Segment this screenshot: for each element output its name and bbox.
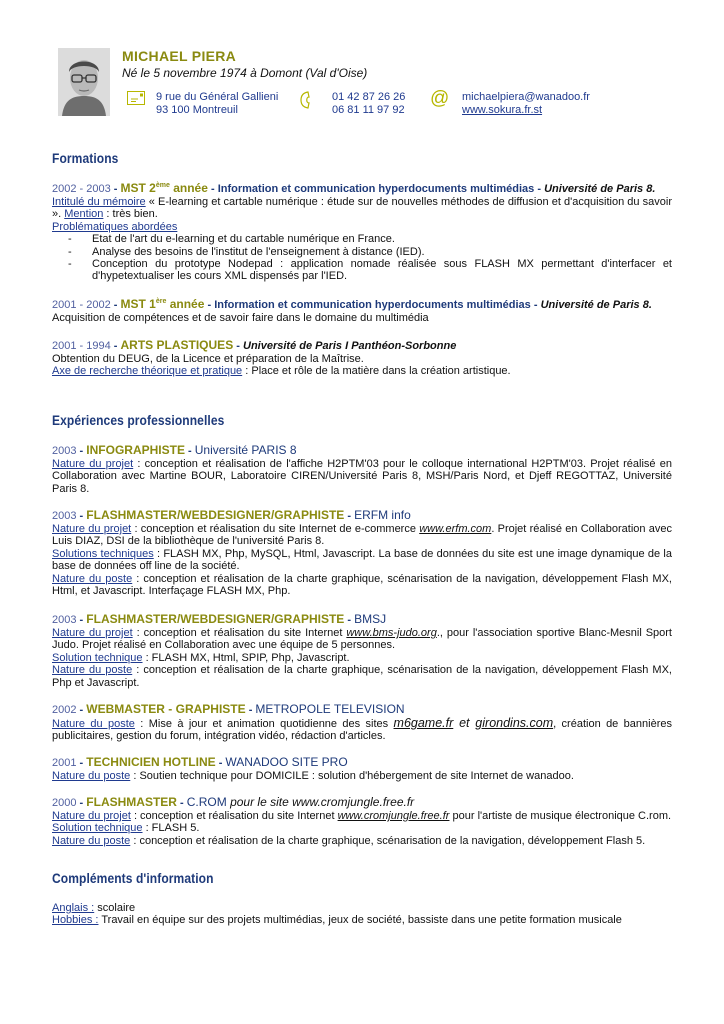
experience-org: ERFM info (354, 508, 411, 522)
nature-poste: Nature du poste : Mise à jour et animation quotidienne des sites m6game.fr et girondins.com, création de bannières publicitaires, gestion du forum, intégration vidéo, rédaction d'articles. (52, 716, 672, 743)
formation-desc: Acquisition de compétences et de savoir faire dans le domaine du multimédia (52, 312, 429, 324)
formation-title: MST 1ère année (120, 297, 205, 311)
experience-title: INFOGRAPHISTE (86, 443, 185, 457)
problematiques-label[interactable]: Problématiques abordées (52, 220, 178, 233)
phone-1: 01 42 87 26 26 (332, 91, 406, 103)
mention-label[interactable]: Mention (64, 208, 104, 221)
complements (52, 902, 672, 927)
list-item: - Conception du prototype Nodepad : application nomade réalisée sous FLASH MX permettant d'interfacer et d'hypetextualiser les cours XML dispensés par l'IED. (52, 258, 672, 283)
experience-org-extra: pour le site www.cromjungle.free.fr (226, 795, 415, 809)
formation-mst1: 2001 - 2002 - MST 1ère année - Information et communication hyperdocuments multimédias - Université de Paris 8. Acquisition de compétences et de savoir faire dans le domaine du multimédia (52, 297, 672, 324)
phone-2: 06 81 11 97 92 (332, 103, 405, 116)
experience-org: Université PARIS 8 (194, 443, 297, 457)
address-icon (127, 91, 145, 108)
solutions-techniques: Solutions techniques : FLASH MX, Php, MySQL, Html, Javascript. La base de données du site est une image dynamique de la base de données off line de la société. (52, 547, 672, 573)
online-contacts (462, 91, 590, 116)
nature-poste: Nature du poste : Soutien technique pour DOMICILE : solution d'hébergement de site Internet de wanadoo. (52, 770, 574, 782)
formation-school: Université de Paris 8. (540, 299, 652, 311)
site-link[interactable]: girondins.com (475, 716, 554, 730)
axe-recherche: Axe de recherche théorique et pratique : Place et rôle de la matière dans la création artistique. (52, 365, 511, 378)
experience-org: METROPOLE TELEVISION (255, 702, 405, 716)
avatar (58, 48, 110, 116)
formation-years: 2002 - 2003 (52, 183, 111, 195)
address-line-2: 93 100 Montreuil (156, 103, 238, 116)
problematiques-list (52, 233, 672, 283)
memoire: Intitulé du mémoire « E-learning et cartable numérique : étude sur de nouvelles méthodes de diffusion et d'acquisition du savoir ». Mention : très bien. (52, 196, 672, 221)
site-link[interactable]: m6game.fr (393, 716, 454, 730)
address (156, 91, 278, 116)
formation-school: Université de Paris I Panthéon-Sorbonne (243, 340, 457, 352)
project-link[interactable]: www.bms-judo.org (346, 627, 437, 639)
formation-mst2 (52, 181, 672, 283)
nature-poste: Nature du poste : conception et réalisation de la charte graphique, scénarisation de la navigation, développement Flash MX, Php et Javascript. (52, 664, 672, 689)
experience-year: 2002 (52, 704, 77, 716)
portrait-image (58, 48, 110, 116)
experience-bmsj: 2003 - FLASHMASTER/WEBDESIGNER/GRAPHISTE - BMSJ Nature du projet : conception et réalisation du site Internet www.bms-judo.org., pour l'association sportive Blanc-Mesnil Sport Judo. Projet réalisé en Collaboration avec une équipe de 5 personnes. Solution technique : FLASH MX, Html, SPIP, Php, Javascript. Nature du poste : conception et réalisation de la charte graphique, scénarisation de la navigation, développement Flash MX, Php et Javascript. (52, 612, 672, 689)
email[interactable]: michaelpiera@wanadoo.fr (462, 91, 590, 103)
formation-field: Information et communication hyperdocuments multimédias (214, 299, 531, 311)
formation-desc: Obtention du DEUG, de la Licence et préparation de la Maîtrise. (52, 353, 364, 365)
address-line-1: 9 rue du Général Gallieni (156, 91, 279, 103)
nature-poste: Nature du poste : conception et réalisation de la charte graphique, scénarisation de la navigation, développement Flash 5. (52, 834, 646, 847)
formation-arts: 2001 - 1994 - ARTS PLASTIQUES - Université de Paris I Panthéon-Sorbonne Obtention du DEUG, de la Licence et préparation de la Maîtrise. Axe de recherche théorique et pratique : Place et rôle de la matière dans la création artistique. (52, 338, 672, 378)
project-link[interactable]: www.cromjungle.free.fr (337, 810, 450, 822)
solution-technique: Solution technique : FLASH 5. (52, 822, 200, 835)
solution-technique: Solution technique : FLASH MX, Html, SPIP, Php, Javascript. (52, 651, 350, 664)
memoire-label[interactable]: Intitulé du mémoire (52, 196, 146, 208)
formation-field: Information et communication hyperdocuments multimédias (217, 183, 535, 195)
list-item: - Etat de l'art du e-learning et du cartable numérique en France. (52, 233, 672, 245)
experience-org: WANADOO SITE PRO (225, 755, 348, 769)
section-title-complements: Compléments d'information (52, 870, 214, 886)
experience-title: FLASHMASTER/WEBDESIGNER/GRAPHISTE (86, 508, 345, 522)
experience-wanadoo: 2001 - TECHNICIEN HOTLINE - WANADOO SITE PRO Nature du poste : Soutien technique pour DOMICILE : solution d'hébergement de site Internet de wanadoo. (52, 755, 672, 782)
birth-info: Né le 5 novembre 1974 à Domont (Val d'Oise) (122, 66, 368, 80)
nature-poste: Nature du poste : conception et réalisation de la charte graphique, scénarisation de la navigation, développement Flash MX, Html, et Javascript. Interfaçage FLASH MX, Php. (52, 572, 672, 598)
section-title-formations: Formations (52, 150, 119, 166)
project-link[interactable]: www.erfm.com (419, 523, 492, 535)
formation-school: Université de Paris 8. (544, 183, 656, 195)
experience-org: C.ROM (186, 795, 227, 809)
experience-title: FLASHMASTER (86, 795, 177, 809)
formation-years: 2001 - 2002 (52, 299, 111, 311)
nature-projet: Nature du projet : conception et réalisation du site Internet de e-commerce www.erfm.com. Projet réalisé en Collaboration avec Luis DIAZ, DSI de la bibliothèque de l'université Paris 8. (52, 523, 672, 548)
experience-org: BMSJ (354, 612, 387, 626)
phone-icon (299, 91, 313, 112)
formation-title: ARTS PLASTIQUES (120, 338, 234, 352)
anglais: Anglais : scolaire (52, 902, 136, 914)
experience-title: FLASHMASTER/WEBDESIGNER/GRAPHISTE (86, 612, 345, 626)
candidate-name: MICHAEL PIERA (122, 48, 237, 64)
experience-title: TECHNICIEN HOTLINE (86, 755, 216, 769)
nature-projet: Nature du projet : conception et réalisation de l'affiche H2PTM'03 pour le colloque international H2PTM'03. Projet réalisé en Collaboration avec Martine BOUR, Laboratoire CIREN/Université Paris 8, MSH/Paris Nord, et Djeff REGOTTAZ, Université Paris 8. (52, 458, 672, 495)
experience-erfm: 2003 - FLASHMASTER/WEBDESIGNER/GRAPHISTE - ERFM info Nature du projet : conception et réalisation du site Internet de e-commerce www.erfm.com. Projet réalisé en Collaboration avec Luis DIAZ, DSI de la bibliothèque de l'université Paris 8. Solutions techniques : FLASH MX, Php, MySQL, Html, Javascript. La base de données du site est une image dynamique de la base de données off line de la société. Nature du poste : conception et réalisation de la charte graphique, scénarisation de la navigation, développement Flash MX, Html, et Javascript. Interfaçage FLASH MX, Php. (52, 508, 672, 598)
phones (332, 91, 405, 116)
website-link[interactable]: www.sokura.fr.st (462, 103, 543, 116)
axe-label[interactable]: Axe de recherche théorique et pratique (52, 365, 243, 378)
experience-year: 2001 (52, 757, 77, 769)
formation-title: MST 2ème année (120, 181, 208, 195)
hobbies: Hobbies : Travail en équipe sur des projets multimédias, jeux de société, bassiste dans une petite formation musicale (52, 914, 622, 927)
nature-projet: Nature du projet : conception et réalisation du site Internet www.bms-judo.org., pour l'association sportive Blanc-Mesnil Sport Judo. Projet réalisé en Collaboration avec une équipe de 5 personnes. (52, 627, 672, 652)
experience-m6: 2002 - WEBMASTER - GRAPHISTE - METROPOLE TELEVISION Nature du poste : Mise à jour et animation quotidienne des sites m6game.fr et girondins.com, création de bannières publicitaires, gestion du forum, intégration vidéo, rédaction d'articles. (52, 702, 672, 743)
experience-year: 2003 (52, 510, 77, 522)
email-icon: @ (430, 88, 450, 109)
experience-crom: 2000 - FLASHMASTER - C.ROM pour le site www.cromjungle.free.fr Nature du projet : conception et réalisation du site Internet www.cromjungle.free.fr pour l'artiste de musique électronique C.rom. Solution technique : FLASH 5. Nature du poste : conception et réalisation de la charte graphique, scénarisation de la navigation, développement Flash 5. (52, 795, 672, 847)
formation-years: 2001 - 1994 (52, 340, 111, 352)
nature-projet: Nature du projet : conception et réalisation du site Internet www.cromjungle.free.fr pour l'artiste de musique électronique C.rom. (52, 810, 672, 822)
experience-year: 2003 (52, 445, 77, 457)
experience-year: 2003 (52, 614, 77, 626)
experience-infographiste: 2003 - INFOGRAPHISTE - Université PARIS 8 Nature du projet : conception et réalisation de l'affiche H2PTM'03 pour le colloque international H2PTM'03. Projet réalisé en Collaboration avec Martine BOUR, Laboratoire CIREN/Université Paris 8, MSH/Paris Nord, et Djeff REGOTTAZ, Université Paris 8. (52, 443, 672, 495)
section-title-experiences: Expériences professionnelles (52, 412, 225, 428)
experience-year: 2000 (52, 797, 77, 809)
experience-title: WEBMASTER - GRAPHISTE (86, 702, 246, 716)
formation-header: 2002 - 2003 - MST 2ème année - Information et communication hyperdocuments multimédias - Université de Paris 8. (52, 181, 656, 195)
list-item: - Analyse des besoins de l'institut de l'enseignement à distance (IED). (52, 246, 672, 258)
